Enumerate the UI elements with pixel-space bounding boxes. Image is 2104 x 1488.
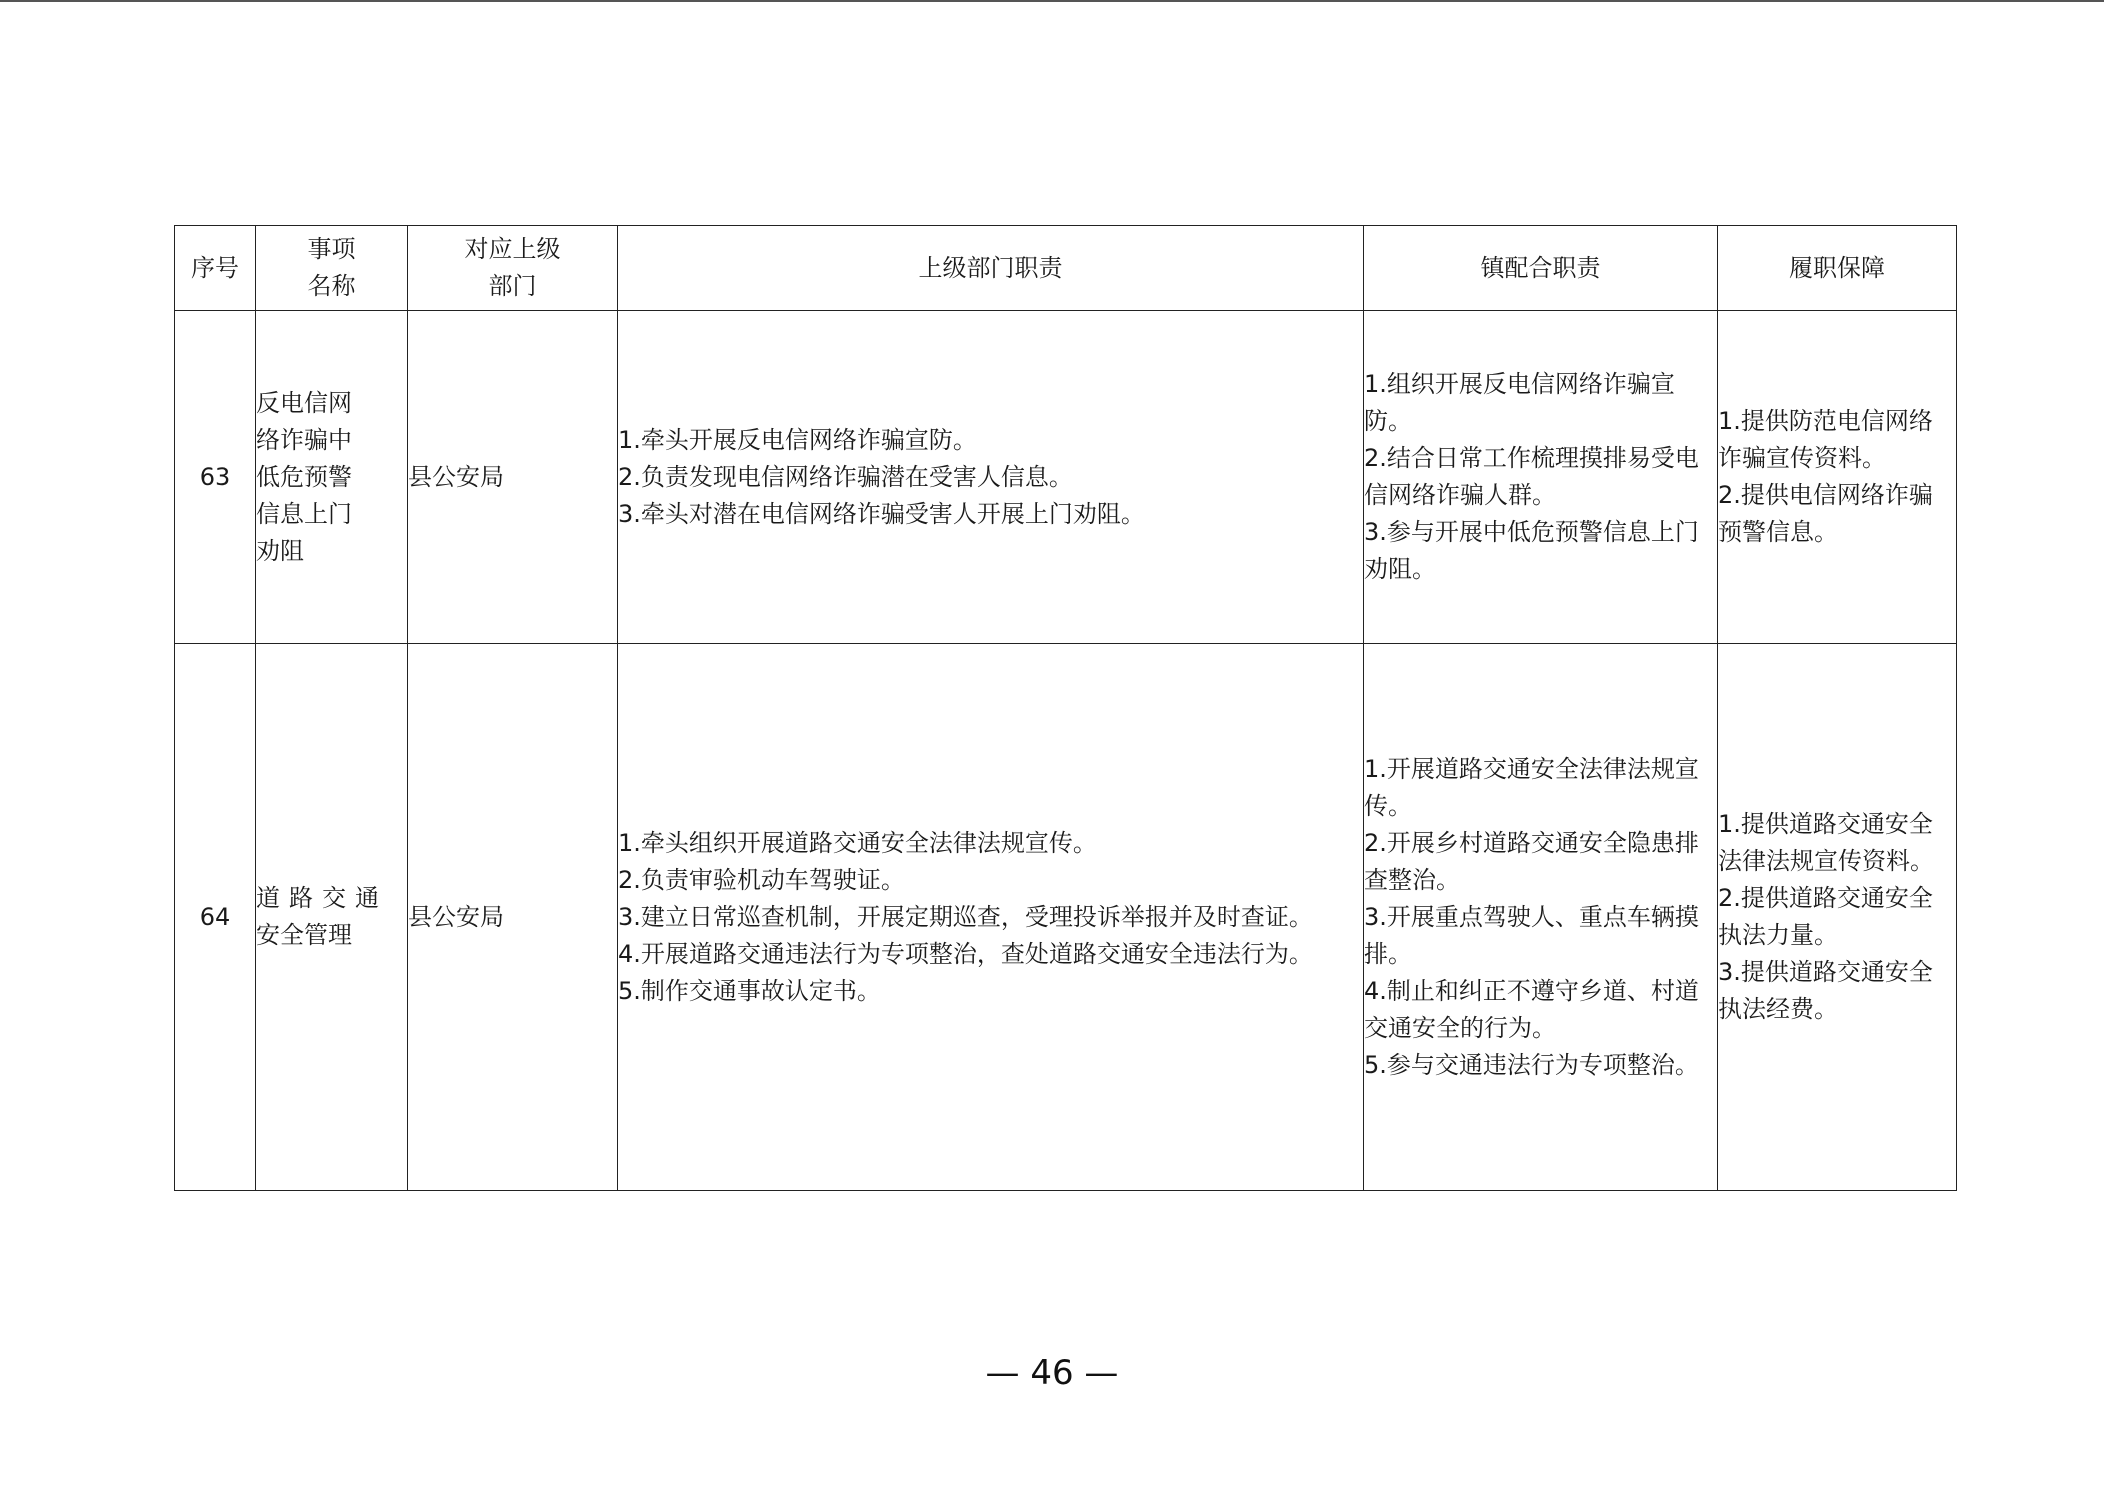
header-town-duty: 镇配合职责 (1364, 226, 1718, 311)
header-item-name: 事项 名称 (256, 226, 408, 311)
header-index: 序号 (175, 226, 256, 311)
row-item-name: 反电信网 络诈骗中 低危预警 信息上门 劝阻 (256, 311, 408, 644)
row-item-name: 道路交通 安全管理 (256, 644, 408, 1191)
row-upper-dept: 县公安局 (408, 644, 618, 1191)
row-index: 63 (175, 311, 256, 644)
table-header-row (175, 226, 1957, 311)
duty-table (174, 225, 1957, 1191)
row-index: 64 (175, 644, 256, 1191)
row-upper-duty: 1.牵头开展反电信网络诈骗宣防。 2.负责发现电信网络诈骗潜在受害人信息。 3.牵头对潜在电信网络诈骗受害人开展上门劝阻。 (618, 311, 1364, 644)
row-town-duty: 1.开展道路交通安全法律法规宣传。 2.开展乡村道路交通安全隐患排查整治。 3.开展重点驾驶人、重点车辆摸排。 4.制止和纠正不遵守乡道、村道交通安全的行为。 5.参与交通违法行为专项整治。 (1364, 644, 1718, 1191)
header-guarantee: 履职保障 (1718, 226, 1957, 311)
header-upper-dept: 对应上级 部门 (408, 226, 618, 311)
header-upper-duty: 上级部门职责 (618, 226, 1364, 311)
row-town-duty: 1.组织开展反电信网络诈骗宣防。 2.结合日常工作梳理摸排易受电信网络诈骗人群。 3.参与开展中低危预警信息上门劝阻。 (1364, 311, 1718, 644)
row-upper-dept: 县公安局 (408, 311, 618, 644)
table-row (175, 311, 1957, 644)
top-border-line (0, 0, 2104, 2)
row-guarantee: 1.提供道路交通安全法律法规宣传资料。 2.提供道路交通安全执法力量。 3.提供道路交通安全执法经费。 (1718, 644, 1957, 1191)
table-row (175, 644, 1957, 1191)
row-guarantee: 1.提供防范电信网络诈骗宣传资料。 2.提供电信网络诈骗预警信息。 (1718, 311, 1957, 644)
row-upper-duty: 1.牵头组织开展道路交通安全法律法规宣传。 2.负责审验机动车驾驶证。 3.建立日常巡查机制，开展定期巡查，受理投诉举报并及时查证。 4.开展道路交通违法行为专项整治，查处道路交通安全违法行为。 5.制作交通事故认定书。 (618, 644, 1364, 1191)
page-number: — 46 — (985, 1353, 1119, 1393)
